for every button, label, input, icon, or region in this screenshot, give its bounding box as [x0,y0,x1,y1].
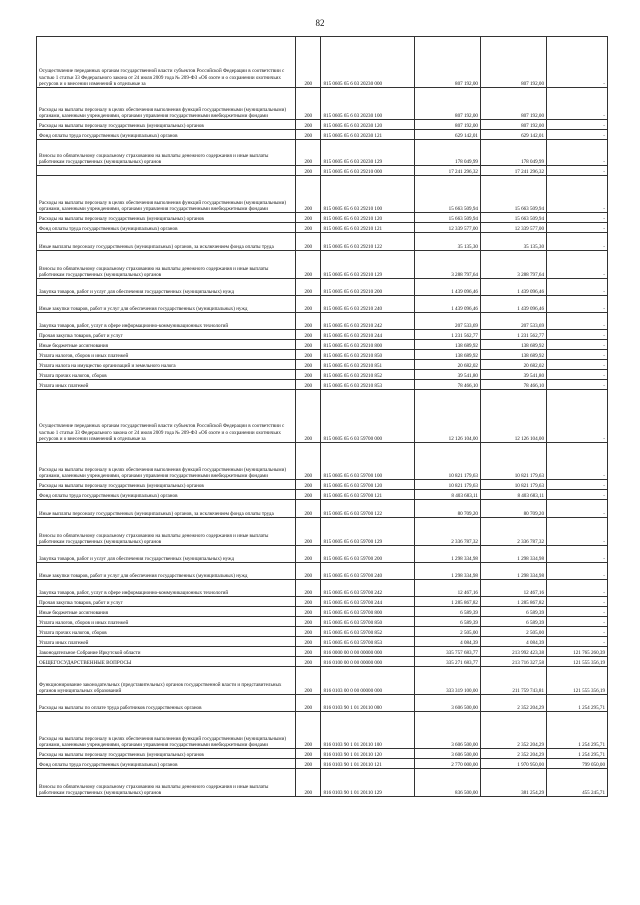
row-name-cell: Расходы на выплаты персоналу государственных (муниципальных) органов [37,749,296,759]
row-approved-cell: 335 271 683,77 [414,657,480,667]
row-executed-cell: 1 285 867,82 [480,597,546,607]
row-approved-cell: 3 288 797,64 [414,251,480,279]
row-kbk-cell: 815 0605 65 6 03 59700 200 [321,546,414,563]
table-row [37,546,608,563]
row-approved-cell: 178 049,99 [414,140,480,166]
row-kbk-cell: 815 0605 65 6 03 29210 800 [321,340,414,350]
row-executed-cell: 10 821 179,63 [480,480,546,490]
row-name-cell: Уплата иных платежей [37,637,296,647]
row-code-cell: 200 [296,213,321,223]
table-row [37,130,608,140]
row-executed-cell: 807 192,00 [480,88,546,120]
row-unexecuted-cell: - [547,340,608,350]
table-row [37,313,608,330]
row-approved-cell: 2 505,00 [414,627,480,637]
row-approved-cell: 12 339 577,00 [414,223,480,233]
row-approved-cell: 4 084,39 [414,637,480,647]
row-name-cell: Осуществление переданных органам государственной власти субъектов Российской Федерации в соответствии с частью 1 статьи 33 Федерального закона от 24 июля 2009 года № 209-ФЗ «Об охоте и о сохранении охотничьих ресурсов и о внесении изменений в отдельные за [37,390,296,443]
table-row [37,667,608,695]
row-kbk-cell: 815 0605 65 6 03 59700 850 [321,617,414,627]
row-code-cell: 200 [296,350,321,360]
row-approved-cell: 207 533,69 [414,313,480,330]
row-code-cell: 200 [296,712,321,749]
row-unexecuted-cell: - [547,480,608,490]
row-code-cell: 200 [296,480,321,490]
row-code-cell: 200 [296,667,321,695]
row-unexecuted-cell: - [547,607,608,617]
row-name-cell: Расходы на выплаты персоналу в целях обеспечения выполнения функций государственными (муниципальными) органами, казенными учреждениями, органами управления государственными внебюджетными фондами [37,712,296,749]
table-row [37,749,608,759]
table-row [37,340,608,350]
row-code-cell: 200 [296,88,321,120]
row-kbk-cell: 815 0605 65 6 03 29210 200 [321,279,414,296]
row-executed-cell: 207 533,69 [480,313,546,330]
row-name-cell: Иные бюджетные ассигнования [37,340,296,350]
row-kbk-cell: 815 0605 65 6 03 59700 000 [321,390,414,443]
table-row [37,380,608,390]
row-unexecuted-cell: - [547,37,608,88]
row-name-cell: Расходы на выплаты персоналу в целях обеспечения выполнения функций государственными (муниципальными) органами, казенными учреждениями, органами управления государственными внебюджетными фондами [37,443,296,480]
row-unexecuted-cell: - [547,251,608,279]
row-executed-cell: 138 689,92 [480,340,546,350]
row-approved-cell: 335 757 683,77 [414,647,480,657]
row-approved-cell: 836 500,00 [414,769,480,797]
row-unexecuted-cell: - [547,597,608,607]
row-unexecuted-cell: - [547,279,608,296]
row-unexecuted-cell: - [547,360,608,370]
row-executed-cell: 17 241 296,32 [480,166,546,176]
row-approved-cell: 2 336 787,32 [414,518,480,546]
row-executed-cell: 8 403 683,11 [480,490,546,500]
row-kbk-cell: 816 0103 90 1 01 20110 100 [321,712,414,749]
row-approved-cell: 1 298 334,98 [414,546,480,563]
row-kbk-cell: 815 0605 65 6 03 59700 240 [321,563,414,580]
row-unexecuted-cell: 1 254 295,71 [547,712,608,749]
row-unexecuted-cell: - [547,313,608,330]
row-unexecuted-cell: - [547,627,608,637]
row-unexecuted-cell: - [547,140,608,166]
row-executed-cell: 15 663 509,94 [480,213,546,223]
row-kbk-cell: 815 0605 65 6 03 20230 000 [321,37,414,88]
table-row [37,88,608,120]
row-unexecuted-cell: - [547,88,608,120]
row-unexecuted-cell: 121 555 356,19 [547,657,608,667]
table-row [37,617,608,627]
row-kbk-cell: 815 0605 65 6 03 29210 850 [321,350,414,360]
row-approved-cell: 80 709,20 [414,500,480,518]
row-unexecuted-cell: 1 254 295,71 [547,695,608,712]
row-unexecuted-cell: - [547,330,608,340]
table-row [37,563,608,580]
row-approved-cell: 15 663 509,94 [414,176,480,213]
row-code-cell: 200 [296,617,321,627]
row-code-cell: 200 [296,443,321,480]
row-executed-cell: 2 352 204,29 [480,749,546,759]
row-unexecuted-cell: - [547,380,608,390]
row-kbk-cell: 815 0605 65 6 03 59700 244 [321,597,414,607]
row-approved-cell: 8 403 683,11 [414,490,480,500]
row-kbk-cell: 815 0605 65 6 03 29210 000 [321,166,414,176]
row-name-cell: Расходы на выплаты персоналу государственных (муниципальных) органов [37,120,296,130]
table-row [37,140,608,166]
row-code-cell: 200 [296,580,321,597]
row-kbk-cell: 815 0605 65 6 03 59700 122 [321,500,414,518]
row-kbk-cell: 815 0605 65 6 03 59700 100 [321,443,414,480]
row-executed-cell: 12 467,16 [480,580,546,597]
row-code-cell: 200 [296,759,321,769]
row-approved-cell: 2 770 000,00 [414,759,480,769]
row-name-cell: Закупка товаров, работ и услуг для обеспечения государственных (муниципальных) нужд [37,279,296,296]
row-name-cell: Функционирование законодательных (представительных) органов государственной власти и представительных органов муниципальных образований [37,667,296,695]
table-row [37,607,608,617]
row-unexecuted-cell: 1 254 295,71 [547,749,608,759]
row-approved-cell: 3 606 500,00 [414,749,480,759]
table-row [37,166,608,176]
page-number: 82 [315,18,325,28]
row-code-cell: 200 [296,500,321,518]
row-executed-cell: 138 689,92 [480,350,546,360]
row-approved-cell: 138 689,92 [414,350,480,360]
table-row [37,500,608,518]
table-row [37,370,608,380]
row-unexecuted-cell: - [547,213,608,223]
row-approved-cell: 17 241 296,32 [414,166,480,176]
row-kbk-cell: 815 0605 65 6 03 59700 120 [321,480,414,490]
row-approved-cell: 15 663 509,94 [414,213,480,223]
row-code-cell: 200 [296,130,321,140]
table-row [37,695,608,712]
row-name-cell: Закупка товаров, работ, услуг в сфере информационно-коммуникационных технологий [37,313,296,330]
row-approved-cell: 6 589,39 [414,617,480,627]
row-name-cell: Иные закупки товаров, работ и услуг для обеспечения государственных (муниципальных) нужд [37,563,296,580]
row-name-cell: Расходы на выплаты персоналу государственных (муниципальных) органов [37,213,296,223]
row-name-cell [37,166,296,176]
row-approved-cell: 39 541,80 [414,370,480,380]
row-unexecuted-cell: - [547,166,608,176]
row-code-cell: 200 [296,176,321,213]
row-kbk-cell: 815 0605 65 6 03 29210 851 [321,360,414,370]
row-name-cell: Взносы по обязательному социальному страхованию на выплаты денежного содержания и иные выплаты работникам государственных (муниципальных) органов [37,769,296,797]
table-row [37,518,608,546]
row-unexecuted-cell: - [547,130,608,140]
table-row [37,330,608,340]
table-row [37,580,608,597]
table-row [37,712,608,749]
row-unexecuted-cell: - [547,490,608,500]
row-kbk-cell: 816 0103 90 1 01 20110 129 [321,769,414,797]
row-code-cell: 200 [296,749,321,759]
row-kbk-cell: 816 0103 90 1 01 20110 000 [321,695,414,712]
row-executed-cell: 39 541,80 [480,370,546,380]
row-kbk-cell: 815 0605 65 6 03 29210 242 [321,313,414,330]
table-row [37,213,608,223]
row-code-cell: 200 [296,518,321,546]
row-code-cell: 200 [296,360,321,370]
row-code-cell: 200 [296,597,321,607]
row-kbk-cell: 815 0605 65 6 03 29210 129 [321,251,414,279]
row-kbk-cell: 815 0605 65 6 03 59700 129 [321,518,414,546]
row-kbk-cell: 815 0605 65 6 03 29210 240 [321,296,414,313]
row-name-cell: Иные бюджетные ассигнования [37,607,296,617]
row-name-cell: ОБЩЕГОСУДАРСТВЕННЫЕ ВОПРОСЫ [37,657,296,667]
row-unexecuted-cell: - [547,546,608,563]
row-unexecuted-cell: 121 555 356,19 [547,667,608,695]
row-kbk-cell: 815 0605 65 6 03 59700 852 [321,627,414,637]
row-approved-cell: 333 319 100,00 [414,667,480,695]
row-code-cell: 200 [296,120,321,130]
row-kbk-cell: 815 0605 65 6 03 29210 122 [321,233,414,251]
row-executed-cell: 1 439 096,46 [480,279,546,296]
row-name-cell: Осуществление переданных органам государственной власти субъектов Российской Федерации в соответствии с частью 1 статьи 33 Федерального закона от 24 июля 2009 года № 209-ФЗ «Об охоте и о сохранении охотничьих ресурсов и о внесении изменений в отдельные за [37,37,296,88]
row-code-cell: 200 [296,647,321,657]
row-code-cell: 200 [296,637,321,647]
row-approved-cell: 138 689,92 [414,340,480,350]
row-name-cell: Иные выплаты персоналу государственных (муниципальных) органов, за исключением фонда оплаты труда [37,233,296,251]
row-approved-cell: 3 606 500,00 [414,712,480,749]
row-code-cell: 200 [296,330,321,340]
row-name-cell: Взносы по обязательному социальному страхованию на выплаты денежного содержания и иные выплаты работникам государственных (муниципальных) органов [37,251,296,279]
row-executed-cell: 211 759 743,81 [480,667,546,695]
row-name-cell: Фонд оплаты труда государственных (муниципальных) органов [37,223,296,233]
row-code-cell: 200 [296,563,321,580]
row-name-cell: Фонд оплаты труда государственных (муниципальных) органов [37,490,296,500]
row-approved-cell: 10 821 179,63 [414,480,480,490]
row-name-cell: Фонд оплаты труда государственных (муниципальных) органов [37,130,296,140]
row-unexecuted-cell: - [547,443,608,480]
row-code-cell: 200 [296,490,321,500]
row-executed-cell: 213 992 423,38 [480,647,546,657]
table-body [37,37,608,797]
table-row [37,657,608,667]
row-approved-cell: 1 285 867,82 [414,597,480,607]
row-approved-cell: 10 821 179,63 [414,443,480,480]
row-approved-cell: 35 135,30 [414,233,480,251]
table-row [37,37,608,88]
row-kbk-cell: 815 0605 65 6 03 59700 853 [321,637,414,647]
row-kbk-cell: 816 0000 00 0 00 00000 000 [321,647,414,657]
row-executed-cell: 12 126 104,00 [480,390,546,443]
row-kbk-cell: 815 0605 65 6 03 20230 100 [321,88,414,120]
row-unexecuted-cell: - [547,176,608,213]
row-code-cell: 200 [296,380,321,390]
row-code-cell: 200 [296,37,321,88]
row-name-cell: Закупка товаров, работ, услуг в сфере информационно-коммуникационных технологий [37,580,296,597]
row-kbk-cell: 815 0605 65 6 03 20230 120 [321,120,414,130]
row-kbk-cell: 815 0605 65 6 03 29210 120 [321,213,414,223]
row-name-cell: Законодательное Собрание Иркутской области [37,647,296,657]
row-approved-cell: 1 439 096,46 [414,296,480,313]
row-name-cell: Расходы на выплаты персоналу государственных (муниципальных) органов [37,480,296,490]
row-kbk-cell: 815 0605 65 6 03 59700 121 [321,490,414,500]
row-name-cell: Взносы по обязательному социальному страхованию на выплаты денежного содержания и иные выплаты работникам государственных (муниципальных) органов [37,140,296,166]
row-unexecuted-cell: - [547,563,608,580]
table-row [37,223,608,233]
table-row [37,637,608,647]
row-code-cell: 200 [296,695,321,712]
row-code-cell: 200 [296,233,321,251]
table-row [37,360,608,370]
row-name-cell: Прочая закупка товаров, работ и услуг [37,330,296,340]
row-executed-cell: 1 298 334,98 [480,546,546,563]
table-row [37,350,608,360]
row-executed-cell: 213 716 327,58 [480,657,546,667]
row-approved-cell: 1 231 562,77 [414,330,480,340]
row-executed-cell: 381 254,29 [480,769,546,797]
row-code-cell: 200 [296,657,321,667]
row-unexecuted-cell: - [547,518,608,546]
row-executed-cell: 1 439 096,46 [480,296,546,313]
row-approved-cell: 12 467,16 [414,580,480,597]
row-kbk-cell: 815 0605 65 6 03 29210 852 [321,370,414,380]
row-executed-cell: 807 192,00 [480,120,546,130]
row-executed-cell: 807 192,00 [480,37,546,88]
table-row [37,176,608,213]
row-code-cell: 200 [296,769,321,797]
row-approved-cell: 629 142,01 [414,130,480,140]
row-unexecuted-cell: - [547,390,608,443]
row-name-cell: Расходы на выплаты по оплате труда работников государственных органов [37,695,296,712]
row-code-cell: 200 [296,166,321,176]
row-unexecuted-cell: - [547,580,608,597]
row-executed-cell: 6 589,39 [480,607,546,617]
table-row [37,490,608,500]
row-kbk-cell: 816 0103 90 1 01 20110 120 [321,749,414,759]
table-row [37,480,608,490]
row-executed-cell: 2 336 787,32 [480,518,546,546]
row-kbk-cell: 816 0100 00 0 00 00000 000 [321,657,414,667]
row-executed-cell: 10 821 179,63 [480,443,546,480]
table-row [37,120,608,130]
table-row [37,390,608,443]
row-name-cell: Расходы на выплаты персоналу в целях обеспечения выполнения функций государственными (муниципальными) органами, казенными учреждениями, органами управления государственными внебюджетными фондами [37,176,296,213]
row-unexecuted-cell: - [547,500,608,518]
row-name-cell: Расходы на выплаты персоналу в целях обеспечения выполнения функций государственными (муниципальными) органами, казенными учреждениями, органами управления государственными внебюджетными фондами [37,88,296,120]
row-approved-cell: 1 439 096,46 [414,279,480,296]
row-code-cell: 200 [296,296,321,313]
row-name-cell: Уплата прочих налогов, сборов [37,627,296,637]
row-code-cell: 200 [296,313,321,330]
row-name-cell: Уплата иных платежей [37,380,296,390]
row-name-cell: Иные закупки товаров, работ и услуг для обеспечения государственных (муниципальных) нужд [37,296,296,313]
row-code-cell: 200 [296,279,321,296]
row-executed-cell: 20 682,02 [480,360,546,370]
budget-execution-table [36,36,608,797]
row-code-cell: 200 [296,390,321,443]
row-kbk-cell: 816 0103 90 1 01 20110 121 [321,759,414,769]
row-executed-cell: 2 505,00 [480,627,546,637]
row-unexecuted-cell: - [547,233,608,251]
row-executed-cell: 35 135,30 [480,233,546,251]
row-kbk-cell: 815 0605 65 6 03 59700 800 [321,607,414,617]
row-executed-cell: 3 288 797,64 [480,251,546,279]
table-row [37,759,608,769]
row-name-cell: Прочая закупка товаров, работ и услуг [37,597,296,607]
row-executed-cell: 1 970 950,00 [480,759,546,769]
row-kbk-cell: 816 0103 00 0 00 00000 000 [321,667,414,695]
row-kbk-cell: 815 0605 65 6 03 20230 121 [321,130,414,140]
table-row [37,627,608,637]
row-code-cell: 200 [296,223,321,233]
row-unexecuted-cell: - [547,370,608,380]
row-unexecuted-cell: - [547,637,608,647]
table-row [37,251,608,279]
row-name-cell: Закупка товаров, работ и услуг для обеспечения государственных (муниципальных) нужд [37,546,296,563]
row-executed-cell: 1 298 334,98 [480,563,546,580]
row-approved-cell: 807 192,00 [414,88,480,120]
row-executed-cell: 178 049,99 [480,140,546,166]
row-name-cell: Уплата прочих налогов, сборов [37,370,296,380]
row-approved-cell: 807 192,00 [414,120,480,130]
row-kbk-cell: 815 0605 65 6 03 29210 100 [321,176,414,213]
row-executed-cell: 2 352 204,29 [480,695,546,712]
row-approved-cell: 1 298 334,98 [414,563,480,580]
row-kbk-cell: 815 0605 65 6 03 20230 129 [321,140,414,166]
row-unexecuted-cell: 455 245,71 [547,769,608,797]
row-approved-cell: 3 606 500,00 [414,695,480,712]
row-name-cell: Иные выплаты персоналу государственных (муниципальных) органов, за исключением фонда оплаты труда [37,500,296,518]
row-executed-cell: 629 142,01 [480,130,546,140]
row-unexecuted-cell: 799 050,00 [547,759,608,769]
table-row [37,296,608,313]
row-code-cell: 200 [296,340,321,350]
table-row [37,769,608,797]
row-code-cell: 200 [296,546,321,563]
table-row [37,233,608,251]
row-kbk-cell: 815 0605 65 6 03 29210 853 [321,380,414,390]
row-unexecuted-cell: - [547,617,608,627]
row-code-cell: 200 [296,251,321,279]
row-code-cell: 200 [296,140,321,166]
row-approved-cell: 12 126 104,00 [414,390,480,443]
table-row [37,443,608,480]
row-executed-cell: 6 589,39 [480,617,546,627]
row-unexecuted-cell: - [547,296,608,313]
row-kbk-cell: 815 0605 65 6 03 59700 242 [321,580,414,597]
row-unexecuted-cell: - [547,223,608,233]
row-executed-cell: 1 231 562,77 [480,330,546,340]
row-executed-cell: 78 466,10 [480,380,546,390]
row-name-cell: Фонд оплаты труда государственных (муниципальных) органов [37,759,296,769]
row-approved-cell: 6 589,39 [414,607,480,617]
row-executed-cell: 12 339 577,00 [480,223,546,233]
row-name-cell: Уплата налогов, сборов и иных платежей [37,350,296,360]
table-row [37,647,608,657]
row-approved-cell: 20 682,02 [414,360,480,370]
row-executed-cell: 15 663 509,94 [480,176,546,213]
row-unexecuted-cell: 121 765 260,39 [547,647,608,657]
row-approved-cell: 807 192,00 [414,37,480,88]
row-unexecuted-cell: - [547,120,608,130]
row-kbk-cell: 815 0605 65 6 03 29210 121 [321,223,414,233]
table-row [37,279,608,296]
row-code-cell: 200 [296,627,321,637]
row-code-cell: 200 [296,607,321,617]
row-executed-cell: 80 709,20 [480,500,546,518]
row-executed-cell: 2 352 204,29 [480,712,546,749]
row-code-cell: 200 [296,370,321,380]
row-name-cell: Уплата налогов, сборов и иных платежей [37,617,296,627]
row-kbk-cell: 815 0605 65 6 03 29210 244 [321,330,414,340]
row-approved-cell: 78 466,10 [414,380,480,390]
row-name-cell: Уплата налога на имущество организаций и земельного налога [37,360,296,370]
row-name-cell: Взносы по обязательному социальному страхованию на выплаты денежного содержания и иные выплаты работникам государственных (муниципальных) органов [37,518,296,546]
row-unexecuted-cell: - [547,350,608,360]
row-executed-cell: 4 084,39 [480,637,546,647]
table-row [37,597,608,607]
